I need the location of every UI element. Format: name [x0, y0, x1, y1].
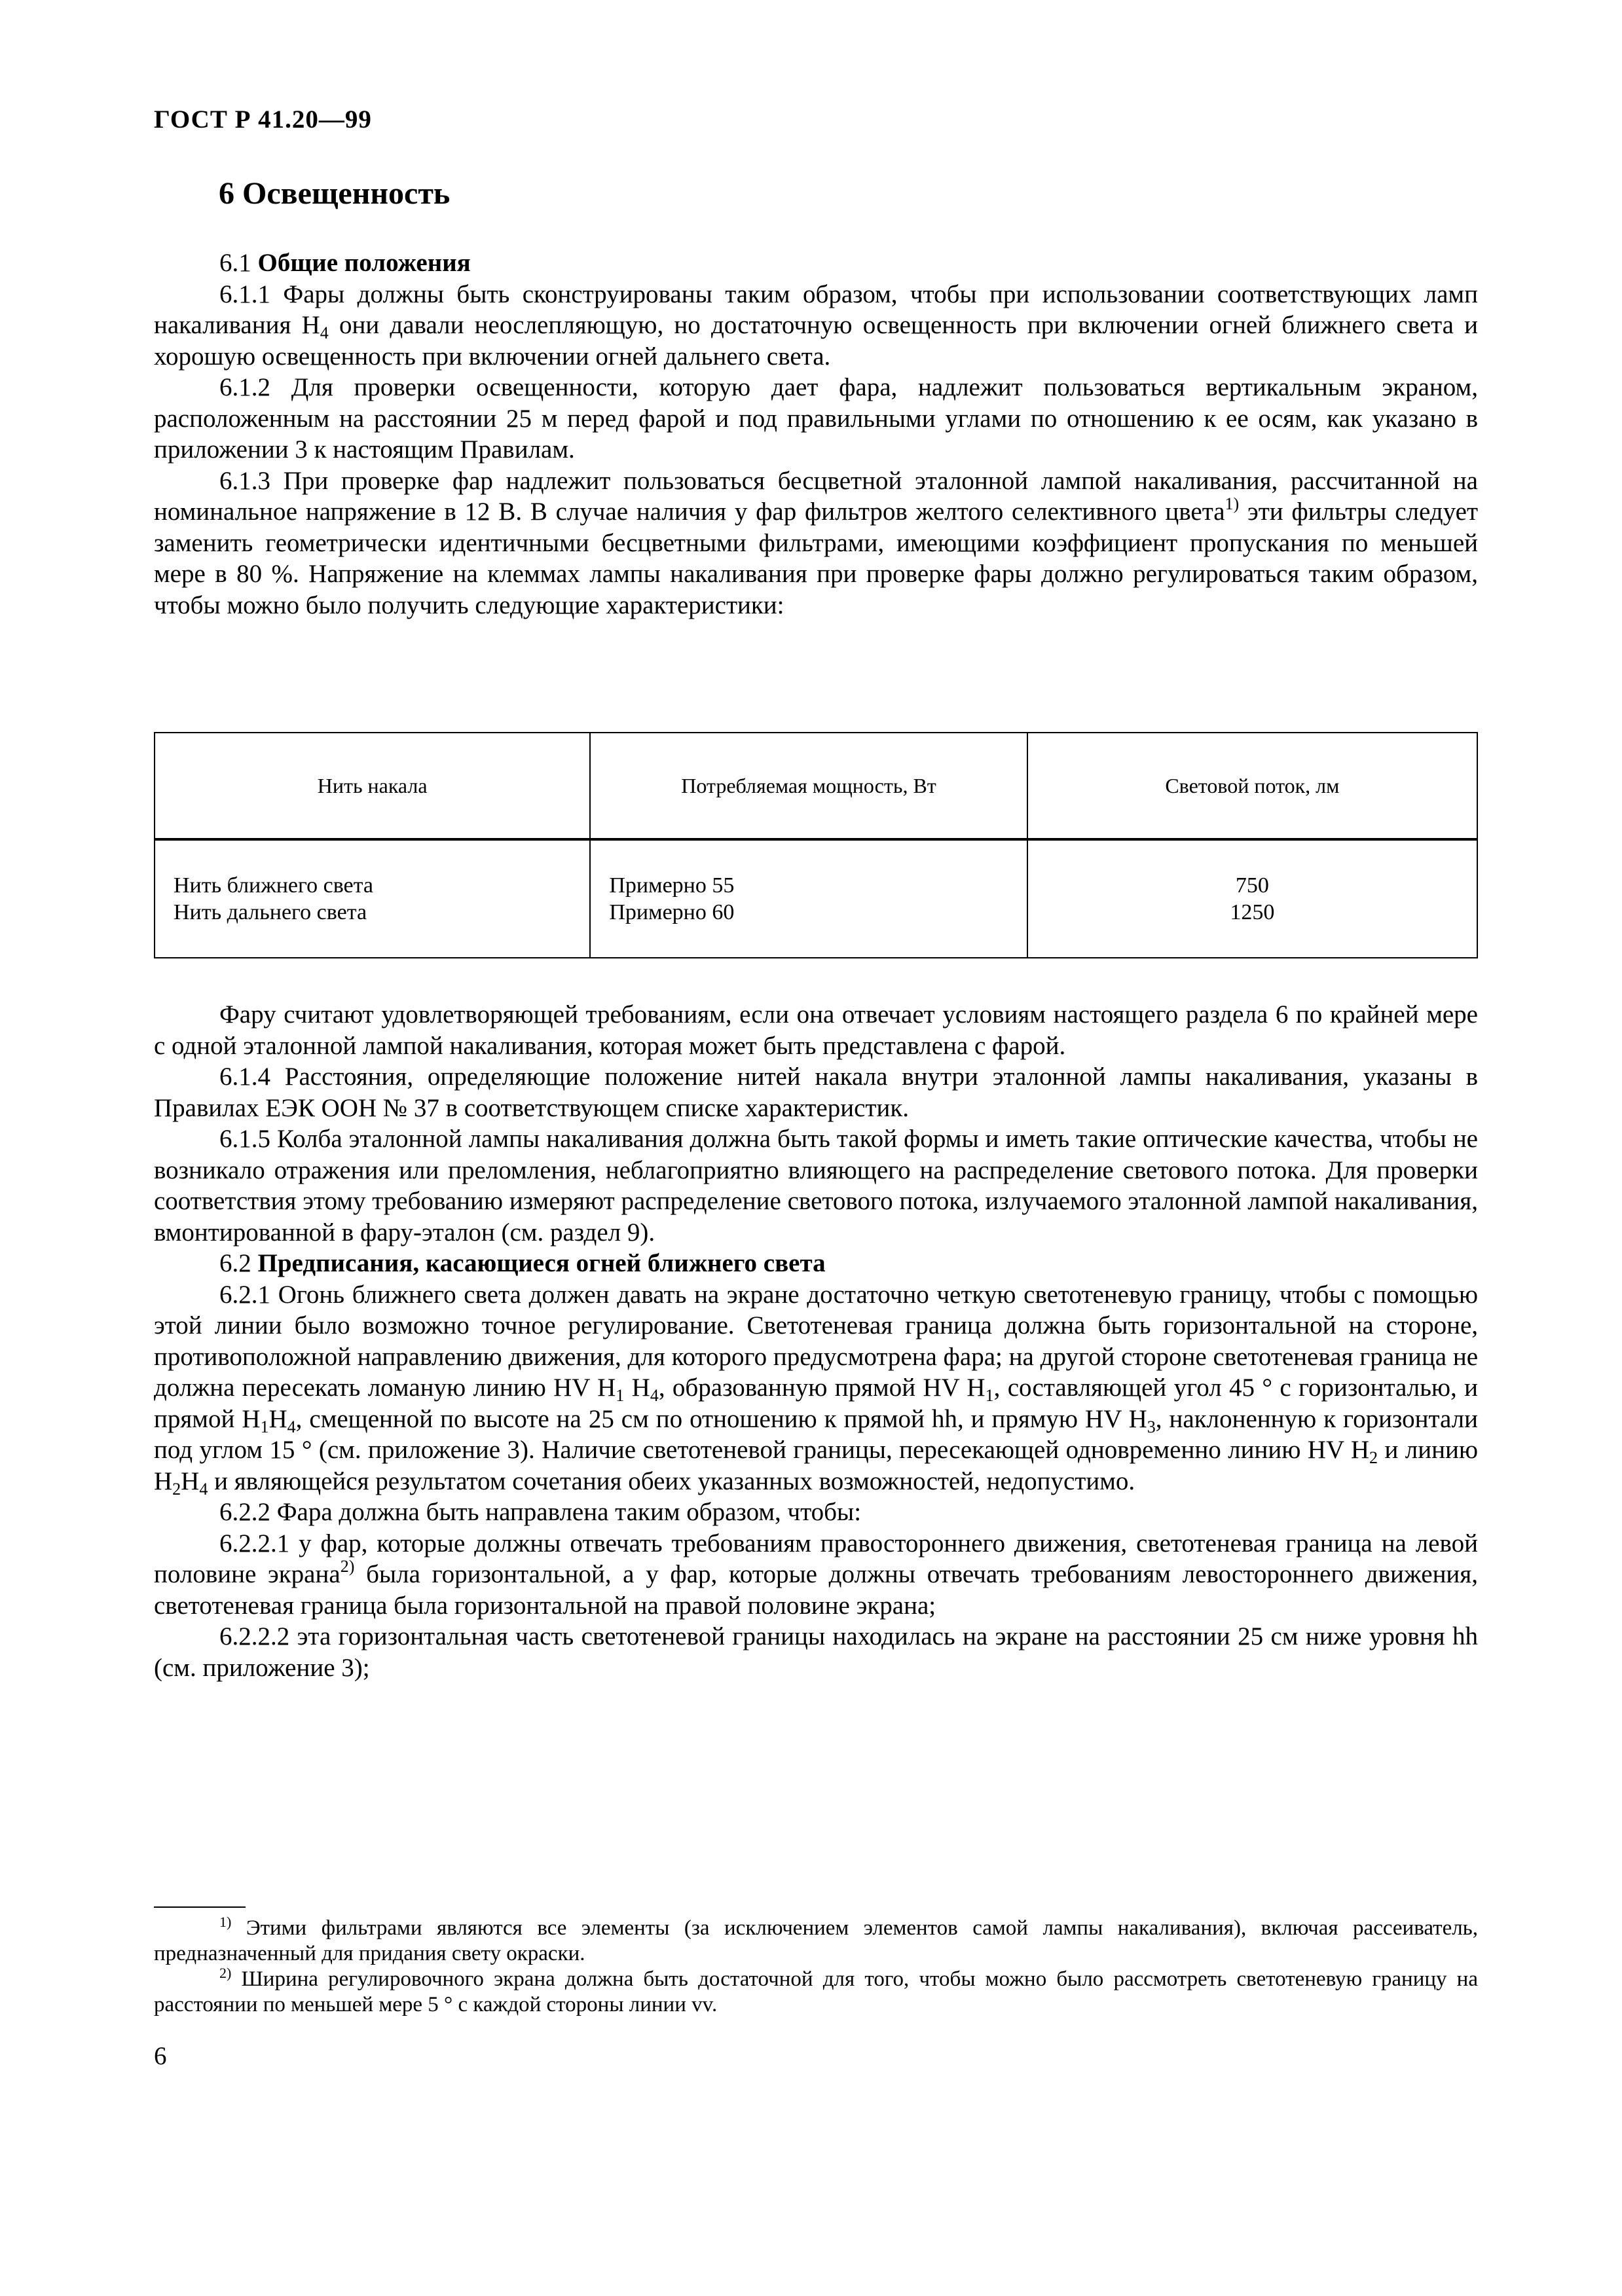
paragraph-after-table: Фару считают удовлетворяющей требованиям, если она отвечает условиям настоящего раздела 6 по крайней мере с одной эталонной лампой накаливания, которая может быть представлена с фарой.: [154, 1000, 1478, 1060]
paragraph-6-1-1: 6.1.1 Фары должны быть сконструированы таким образом, чтобы при использовании соответствующих ламп накаливания $H_4$ они давали неослепляющую, но достаточную освещенность при включении огней ближнего света и хорошую освещенность при включении огней дальнего света.: [154, 280, 1478, 371]
paragraph-6-1-5: 6.1.5 Колба эталонной лампы накаливания должна быть такой формы и иметь такие оптические качества, чтобы не возникало отражения или преломления, неблагоприятно влияющего на распределение светового потока. Для проверки соответствия этому требованию измеряют распределение светового потока, излучаемого эталонной лампой накаливания, вмонтированной в фару-эталон (см. раздел 9).: [154, 1125, 1478, 1247]
subsection-6-2-title: Предписания, касающиеся огней ближнего света: [257, 1249, 826, 1277]
table-header-row: [155, 733, 1477, 839]
subsection-6-1-title: Общие положения: [257, 249, 471, 277]
table-cell-flux: 750 1250: [1027, 839, 1477, 958]
footnote-1: $^{1)}$ Этими фильтрами являются все элементы (за исключением элементов самой лампы накаливания), включая рассеиватель, предназначенный для придания свету окраски.: [154, 1914, 1478, 1965]
paragraph-6-1-4: 6.1.4 Расстояния, определяющие положение нитей накала внутри эталонной лампы накаливания, указаны в Правилах ЕЭК ООН № 37 в соответствующем списке характеристик.: [154, 1063, 1478, 1122]
main-paragraphs: [154, 999, 1478, 1683]
table-cell-filament: Нить ближнего света Нить дальнего света: [155, 839, 590, 958]
footnote-ref-1: 1): [1225, 494, 1240, 513]
paragraph-6-2-1: 6.2.1 Огонь ближнего света должен давать на экране достаточно четкую светотеневую границу, чтобы с помощью этой линии было возможно точное регулирование. Светотеневая граница должна быть горизонтальной на стороне, противоположной направлению движения, для которого предусмотрена фара; на другой стороне светотеневая граница не должна пересекать ломаную линию HV $H_1$ $H_4$, образованную прямой HV $H_1$, составляющей угол 45 ° с горизонталью, и прямой $H_1H_4$, смещенной по высоте на 25 см по отношению к прямой hh, и прямую HV $H_3$, наклоненную к горизонтали под углом 15 ° (см. приложение 3). Наличие светотеневой границы, пересекающей одновременно линию HV $H_2$ и линию $H_2H_4$ и являющейся результатом сочетания обеих указанных возможностей, недопустимо.: [154, 1280, 1479, 1499]
subsection-6-1-heading: 6.1 Общие положения: [219, 249, 471, 277]
footnote-2: $^{2)}$ Ширина регулировочного экрана должна быть достаточной для того, чтобы можно было рассмотреть светотеневую границу на расстоянии по меньшей мере 5 ° с каждой стороны линии vv.: [154, 1965, 1478, 2016]
page-number: 6: [154, 2042, 167, 2070]
table-row: [155, 839, 1477, 958]
filament-table: [154, 732, 1478, 958]
table-header-cell: Световой поток, лм: [1027, 733, 1477, 839]
table-cell-power: Примерно 55 Примерно 60: [590, 839, 1027, 958]
subsection-6-2-heading: 6.2 Предписания, касающиеся огней ближнего света: [219, 1249, 826, 1277]
intro-paragraphs: [154, 247, 1478, 621]
document-code: ГОСТ Р 41.20—99: [154, 105, 372, 134]
table-header-cell: Потребляемая мощность, Вт: [590, 733, 1027, 839]
paragraph-6-2-2-2: 6.2.2.2 эта горизонтальная часть светотеневой границы находилась на экране на расстоянии 25 см ниже уровня hh (см. приложение 3);: [154, 1622, 1478, 1682]
paragraph-6-1-2: 6.1.2 Для проверки освещенности, которую дает фара, надлежит пользоваться вертикальным экраном, расположенным на расстоянии 25 м перед фарой и под правильными углами по отношению к ее осям, как указано в приложении 3 к настоящим Правилам.: [154, 373, 1478, 464]
table-header-cell: Нить накала: [155, 733, 590, 839]
footnote-divider: [154, 1906, 246, 1908]
paragraph-6-1-3: 6.1.3 При проверке фар надлежит пользоваться бесцветной эталонной лампой накаливания, рассчитанной на номинальное напряжение в 12 В. В случае наличия у фар фильтров желтого селективного цвета$^{1)}$ эти фильтры следует заменить геометрически идентичными бесцветными фильтрами, имеющими коэффициент пропускания по меньшей мере в 80 %. Напряжение на клеммах лампы накаливания при проверке фары должно регулироваться таким образом, чтобы можно было получить следующие характеристики:: [154, 466, 1478, 619]
section-title: 6 Освещенность: [219, 176, 451, 211]
footnote-ref-2: 2): [340, 1557, 355, 1576]
paragraph-6-2-2-1: 6.2.2.1 у фар, которые должны отвечать требованиям правостороннего движения, светотеневая граница на левой половине экрана$^{2)}$ была горизонтальной, а у фар, которые должны отвечать требованиям левостороннего движения, светотеневая граница была горизонтальной на правой половине экрана;: [154, 1529, 1478, 1620]
paragraph-6-2-2: 6.2.2 Фара должна быть направлена таким образом, чтобы:: [219, 1498, 862, 1526]
footnotes: [154, 1916, 1478, 2018]
